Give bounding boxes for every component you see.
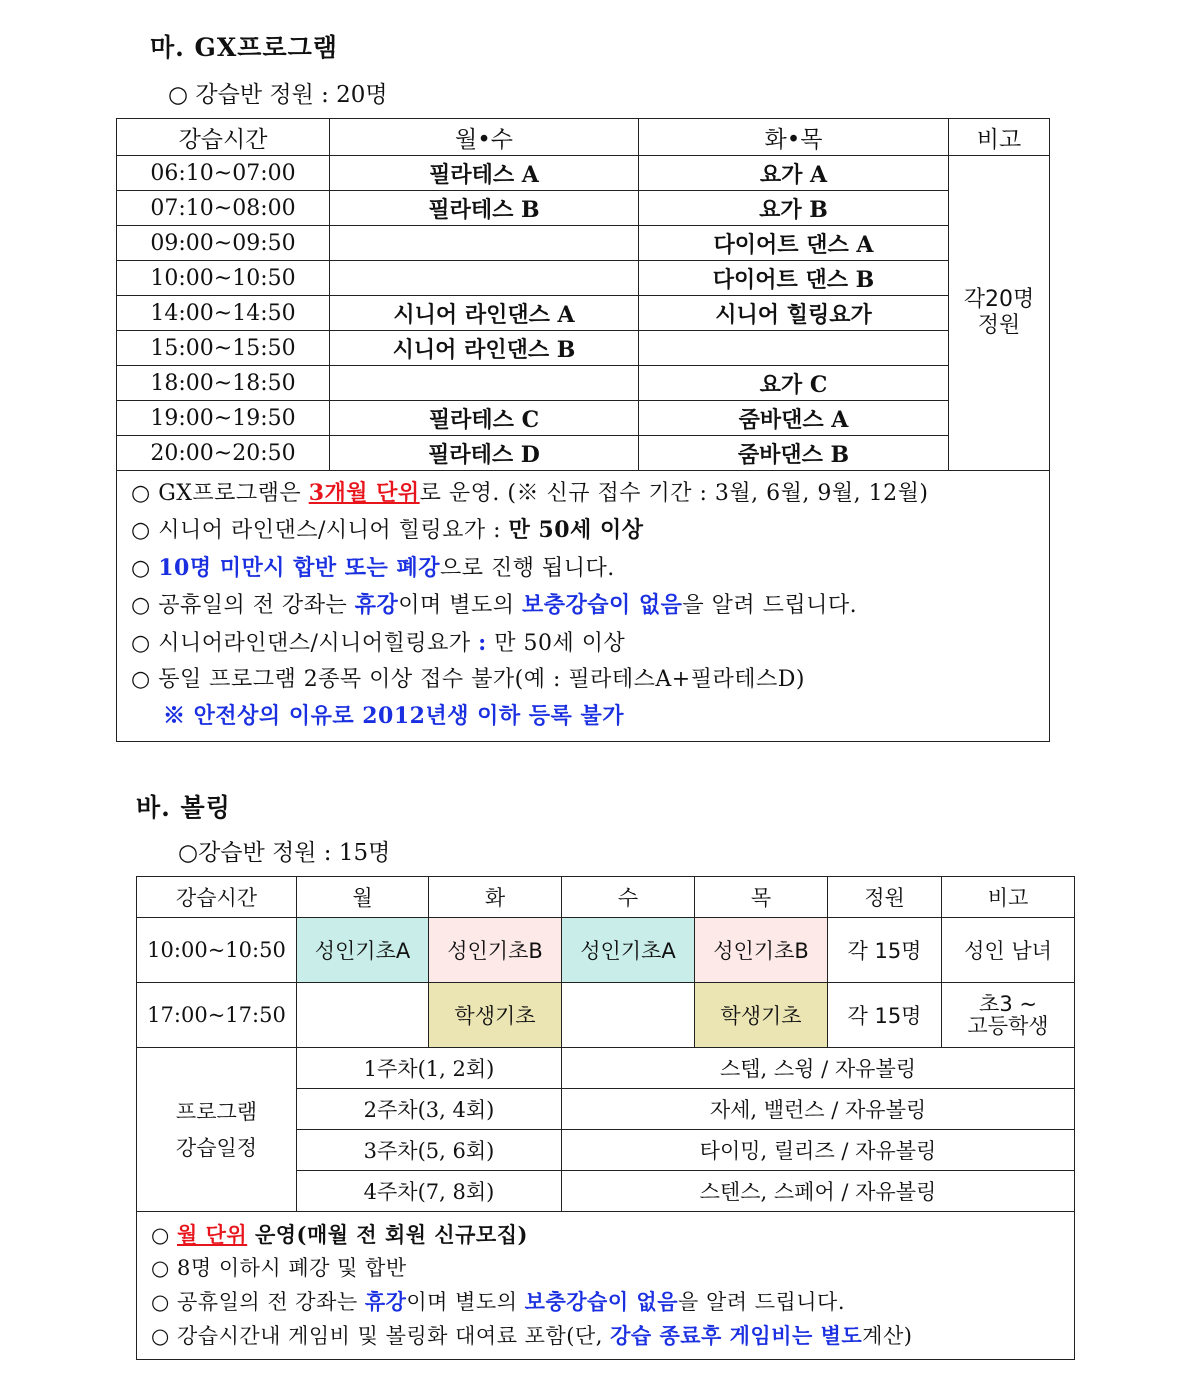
- time-cell: 18:00~18:50: [117, 366, 330, 401]
- remark-line: 초3 ~: [979, 992, 1037, 1016]
- note-text: 이며 별도의: [398, 593, 522, 619]
- class-cell: 시니어 라인댄스 A: [330, 296, 639, 331]
- class-cell: [639, 331, 949, 366]
- note-text: ○ 공휴일의 전 강좌는: [131, 593, 355, 619]
- class-cell: 필라테스 B: [330, 191, 639, 226]
- class-cell: 줌바댄스 B: [639, 436, 949, 471]
- time-cell: 17:00~17:50: [137, 983, 297, 1048]
- table-row: [137, 983, 1075, 1048]
- gx-schedule-table: [116, 118, 1050, 742]
- remark-cell: [949, 156, 1050, 471]
- table-row: [137, 1048, 1075, 1089]
- class-cell: 필라테스 D: [330, 436, 639, 471]
- note-highlight: 월 단위: [177, 1222, 248, 1247]
- bowling-heading: 바. 볼링: [136, 793, 231, 822]
- class-cell: 시니어 힐링요가: [639, 296, 949, 331]
- class-cell: [330, 261, 639, 296]
- header-mon-wed: 월•수: [330, 119, 639, 156]
- header-wed: 수: [562, 877, 695, 918]
- schedule-label-line: 강습일정: [175, 1135, 258, 1160]
- class-cell: 요가 C: [639, 366, 949, 401]
- bowling-notes: [137, 1212, 1075, 1360]
- week-cell: 1주차(1, 2회): [297, 1048, 562, 1089]
- schedule-label-line: 프로그램: [175, 1099, 258, 1124]
- note-text: ○ 공휴일의 전 강좌는: [151, 1290, 365, 1314]
- class-cell: 성인기초B: [429, 918, 562, 983]
- bowling-capacity: ○강습반 정원 : 15명: [178, 840, 391, 866]
- content-cell: 자세, 밸런스 / 자유볼링: [562, 1089, 1075, 1130]
- note-line: [151, 1285, 1074, 1319]
- table-row: [117, 436, 1050, 471]
- table-row: [117, 331, 1050, 366]
- note-text: 이며 별도의: [406, 1290, 525, 1314]
- remark-line: 정원: [977, 313, 1021, 338]
- header-tue: 화: [429, 877, 562, 918]
- remark-cell: 성인 남녀: [942, 918, 1075, 983]
- note-warning: ※ 안전상의 이유로 2012년생 이하 등록 불가: [163, 703, 624, 730]
- note-text: 을 알려 드립니다.: [677, 1290, 846, 1314]
- gx-heading: 마. GX프로그램: [150, 33, 338, 62]
- remark-line: 각20명: [963, 287, 1035, 312]
- class-cell: 시니어 라인댄스 B: [330, 331, 639, 366]
- note-text: ○ 시니어 라인댄스/시니어 힐링요가 :: [131, 518, 509, 544]
- gx-notes: [117, 471, 1050, 742]
- header-tue-thu: 화•목: [639, 119, 949, 156]
- class-cell: [562, 983, 695, 1048]
- note-text: ○: [151, 1223, 177, 1247]
- time-cell: 10:00~10:50: [117, 261, 330, 296]
- table-row: [117, 401, 1050, 436]
- note-highlight: 휴강: [354, 592, 399, 619]
- note-text: 으로 진행 됩니다.: [439, 555, 615, 581]
- note-highlight: 보충강습이 없음: [524, 1289, 678, 1314]
- class-cell: 필라테스 A: [330, 156, 639, 191]
- table-row: [137, 918, 1075, 983]
- content-cell: 타이밍, 릴리즈 / 자유볼링: [562, 1130, 1075, 1171]
- header-capacity: 정원: [828, 877, 942, 918]
- gx-capacity: ○ 강습반 정원 : 20명: [168, 82, 388, 108]
- header-time: 강습시간: [117, 119, 330, 156]
- note-text: 만 50세 이상: [486, 630, 626, 656]
- table-row: [117, 366, 1050, 401]
- note-highlight: 보충강습이 없음: [521, 592, 683, 619]
- time-cell: 07:10~08:00: [117, 191, 330, 226]
- class-cell: 학생기초: [429, 983, 562, 1048]
- note-highlight: 휴강: [364, 1289, 407, 1314]
- capacity-cell: 각 15명: [828, 918, 942, 983]
- note-text: ○ 시니어라인댄스/시니어힐링요가: [131, 630, 479, 656]
- header-remark: 비고: [949, 119, 1050, 156]
- note-highlight: 3개월 단위: [308, 480, 420, 506]
- time-cell: 20:00~20:50: [117, 436, 330, 471]
- note-line: [131, 512, 1049, 549]
- remark-line: 고등학생: [967, 1014, 1049, 1038]
- class-cell: [330, 366, 639, 401]
- class-cell: 요가 B: [639, 191, 949, 226]
- note-emphasis: 만 50세 이상: [508, 517, 644, 544]
- class-cell: [330, 226, 639, 261]
- class-cell: 줌바댄스 A: [639, 401, 949, 436]
- remark-cell: [942, 983, 1075, 1048]
- table-row: [117, 191, 1050, 226]
- capacity-cell: 각 15명: [828, 983, 942, 1048]
- header-remark: 비고: [942, 877, 1075, 918]
- note-text: ○ GX프로그램은: [131, 481, 309, 506]
- note-line: ○ 8명 이하시 폐강 및 합반: [151, 1256, 407, 1280]
- header-thu: 목: [695, 877, 828, 918]
- time-cell: 06:10~07:00: [117, 156, 330, 191]
- header-time: 강습시간: [137, 877, 297, 918]
- time-cell: 19:00~19:50: [117, 401, 330, 436]
- time-cell: 10:00~10:50: [137, 918, 297, 983]
- schedule-label: [137, 1048, 297, 1212]
- time-cell: 15:00~15:50: [117, 331, 330, 366]
- class-cell: 성인기초B: [695, 918, 828, 983]
- table-row: [117, 261, 1050, 296]
- week-cell: 2주차(3, 4회): [297, 1089, 562, 1130]
- note-highlight: :: [478, 629, 487, 656]
- class-cell: 성인기초A: [562, 918, 695, 983]
- table-row: [117, 156, 1050, 191]
- note-highlight: 강습 종료후 게임비는 별도: [610, 1323, 863, 1348]
- note-line: [131, 587, 1049, 624]
- class-cell: [297, 983, 429, 1048]
- time-cell: 14:00~14:50: [117, 296, 330, 331]
- table-row: [117, 226, 1050, 261]
- note-line: [131, 550, 1049, 587]
- class-cell: 요가 A: [639, 156, 949, 191]
- note-line: [151, 1319, 1074, 1353]
- note-line: [151, 1218, 1074, 1252]
- class-cell: 성인기초A: [297, 918, 429, 983]
- week-cell: 4주차(7, 8회): [297, 1171, 562, 1212]
- note-text: 로 운영. (※ 신규 접수 기간 : 3월, 6월, 9월, 12월): [419, 481, 929, 506]
- note-text: ○: [131, 555, 159, 581]
- note-text: 을 알려 드립니다.: [682, 593, 858, 619]
- class-cell: 학생기초: [695, 983, 828, 1048]
- header-mon: 월: [297, 877, 429, 918]
- note-line: [131, 625, 1049, 662]
- content-cell: 스텐스, 스페어 / 자유볼링: [562, 1171, 1075, 1212]
- week-cell: 3주차(5, 6회): [297, 1130, 562, 1171]
- note-emphasis: 운영(매월 전 회원 신규모집): [247, 1222, 528, 1247]
- note-text: 계산): [862, 1324, 913, 1348]
- time-cell: 09:00~09:50: [117, 226, 330, 261]
- note-line: ○ 동일 프로그램 2종목 이상 접수 불가(예 : 필라테스A+필라테스D): [131, 667, 805, 693]
- class-cell: 다이어트 댄스 B: [639, 261, 949, 296]
- content-cell: 스텝, 스윙 / 자유볼링: [562, 1048, 1075, 1089]
- note-highlight: 10명 미만시 합반 또는 폐강: [158, 554, 440, 581]
- note-text: ○ 강습시간내 게임비 및 볼링화 대여료 포함(단,: [151, 1324, 611, 1348]
- class-cell: 필라테스 C: [330, 401, 639, 436]
- bowling-schedule-table: [136, 876, 1075, 1360]
- note-line: [131, 475, 1049, 512]
- class-cell: 다이어트 댄스 A: [639, 226, 949, 261]
- table-row: [117, 296, 1050, 331]
